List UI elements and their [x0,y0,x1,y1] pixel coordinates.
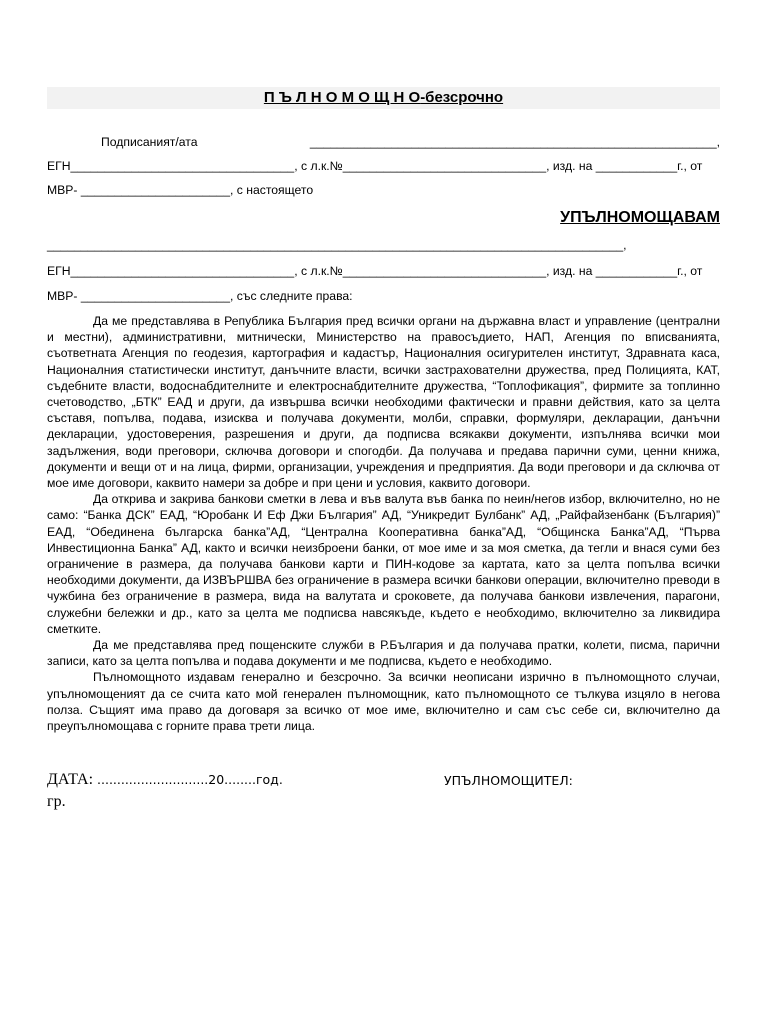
date-row [47,771,720,789]
agent-name-row: _____________________________________________________________________________________, [47,238,627,252]
city-label: гр. [47,793,66,810]
principal-egn-row: ЕГН_________________________________, с л.к.№______________________________, изд. на ____________г., от [47,159,703,173]
title-suffix: -безсрочно [420,89,504,106]
paragraph-postal: Да ме представлява пред пощенските служби в Р.България и да получава пратки, колети, писма, парични записи, като за целта попълва и подава документи и ме подписва, където е необходимо. [47,638,720,669]
signer-signature-label: УПЪЛНОМОЩИТЕЛ: [444,773,573,788]
empower-heading: УПЪЛНОМОЩАВАМ [560,209,720,226]
principal-mvr-row: МВР- ______________________, с настоящето [47,183,314,197]
date-label: ДАТА: [47,771,94,788]
powers-text [47,313,720,734]
paragraph-general: Пълномощното издавам генерално и безсрочно. За всички неописани изрично в пълномощното случаи, упълномощеният да се счита като мой генерален пълномощник, като пълномощното се тълкува изцяло в негова полза. Същият има право да договаря за всичко от мое име, включително и сам със себе си, включително да преупълномощава с горните права трети лица. [47,670,720,734]
paragraph-banking: Да открива и закрива банкови сметки в лева и във валута във банка по неин/негов избор, включително, но не само: “Банка ДСК” ЕАД, “Юробанк И Еф Джи България” АД, “Уникредит Булбанк” АД, „Райфайзенбанк (България)” ЕАД, “Обединена българска банка”АД, “Централна Кооперативна банка”АД, “Общинска Банка”АД, “Първа Инвестиционна Банка” АД, както и всички неизброени банки, от мое име и за моя сметка, да тегли и внася суми без ограничение в размера, да получава банкови карти и ПИН-кодове за картата, като за целта попълва всички необходими документи, да ИЗВЪРШВА без ограничение в размера всички банкови операции, включително преводи в чужбина без ограничение в размера, вида на валутата и сроковете, да получава банкови извлечения, парагони, служебни бележки и др., като за целта ме подписва навсякъде, където е необходимо, включително за ликвидира сметките. [47,492,720,636]
paragraph-representation: Да ме представлява в Република България пред всички органи на държавна власт и управление (централни и местни), административни, митнически, Министерство на правосъдието, НАП, Агенция по вписванията, съответната Агенция по геодезия, картография и кадастър, Националния осигурителен институт, Здравната каса, Националния статистически институт, данъчните власти, всички застрахователни дружества, пред Полицията, КАТ, съдебните власти, водоснабдителните и електроснабдителните дружества, “Топлофикация”, фирмите за топлинно счетоводство, „БТК” ЕАД и други, да извършва всички необходими фактически и правни действия, като за целта съставя, попълва, подава, изисква и получава документи, молби, справки, формуляри, декларации, данъчни декларации, удостоверения, разрешения и други, да подписва всякакви документи, изпълнява всички мои задължения, води преговори, сключва договори и спогодби. Да получава и предава парични суми, ценни книжа, документи и вещи от и на лица, фирми, организации, учреждения и предприятия. Да води преговори и да сключва от мое име договори, каквито намери за добре и при цени и условия, каквито договори. [47,314,720,491]
document-title [47,87,720,109]
date-value: ............................20........год. [93,772,283,787]
agent-egn-row: ЕГН_________________________________, с л.к.№______________________________, изд. на ____________г., от [47,264,703,278]
signer-label: Подписаният/ата [101,135,198,149]
title-main: П Ъ Л Н О М О Щ Н О [263,89,421,106]
agent-mvr-row: МВР- ______________________, със следните права: [47,289,353,303]
signer-name-blank: ____________________________________________________________, [309,135,720,149]
